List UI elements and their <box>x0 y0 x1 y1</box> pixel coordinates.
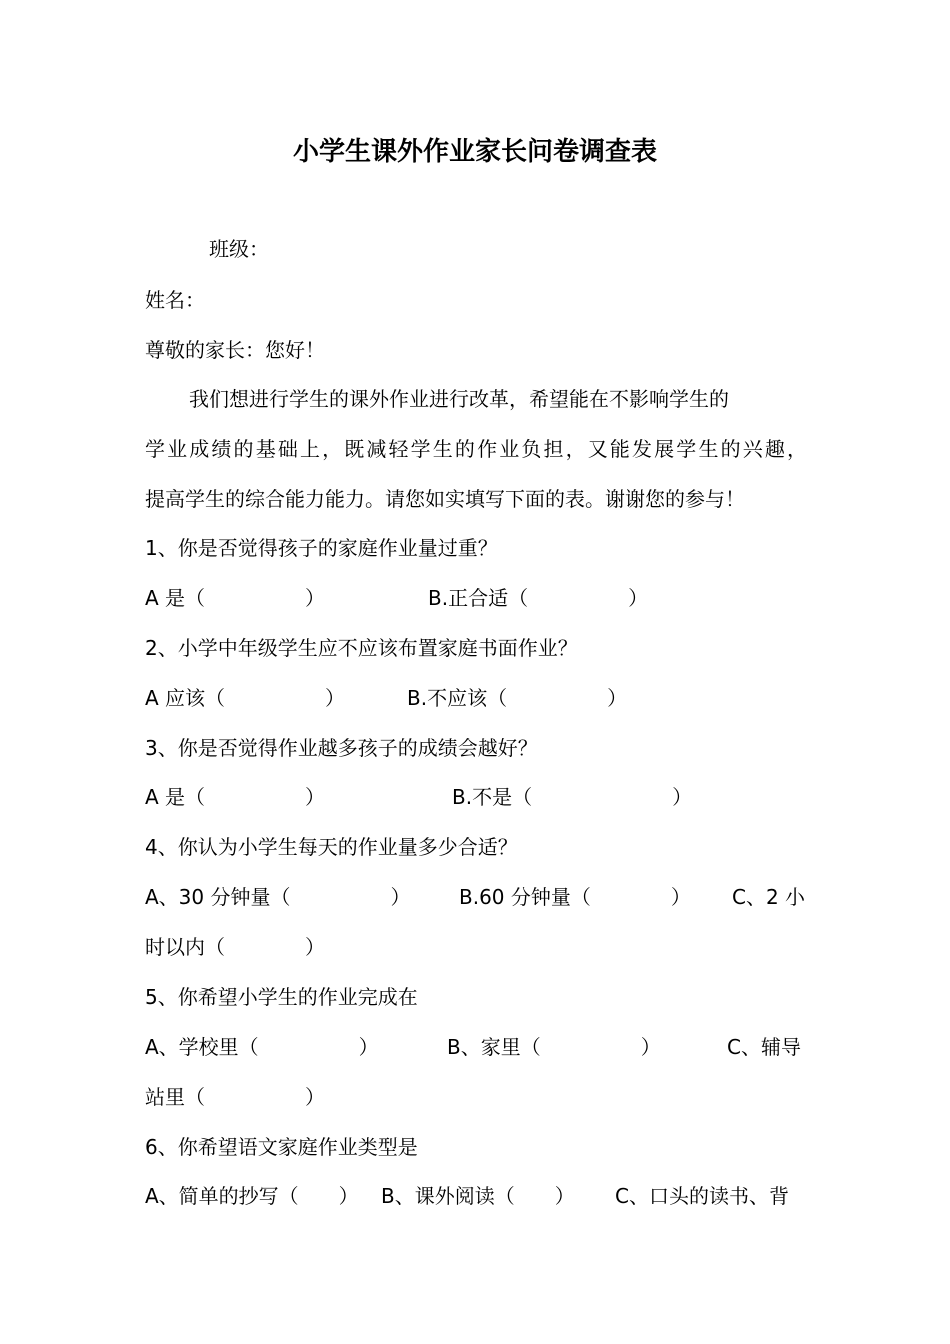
class-label: 班级： <box>209 237 269 261</box>
name-label: 姓名： <box>145 288 205 312</box>
question-2: 2、小学中年级学生应不应该布置家庭书面作业？ <box>145 636 578 660</box>
q5-option-a: A、学校里（ ） <box>145 1035 379 1059</box>
q4-option-b: B.60 分钟量（ ） <box>459 885 691 909</box>
intro-line-3: 提高学生的综合能力能力。请您如实填写下面的表。谢谢您的参与！ <box>145 487 745 511</box>
q4-option-c: C、2 小 <box>732 885 806 909</box>
document-title: 小学生课外作业家长问卷调查表 <box>292 137 657 167</box>
q6-option-c: C、口头的读书、背 <box>615 1184 789 1208</box>
q2-option-a: A 应该（ ） <box>145 686 346 710</box>
q4-option-c-continuation: 时以内（ ） <box>145 935 325 959</box>
q6-option-b: B、课外阅读（ ） <box>381 1184 575 1208</box>
greeting: 尊敬的家长：您好！ <box>145 338 325 362</box>
question-6: 6、你希望语文家庭作业类型是 <box>145 1135 418 1159</box>
q5-option-c-continuation: 站里（ ） <box>145 1085 325 1109</box>
intro-line-1: 我们想进行学生的课外作业进行改革，希望能在不影响学生的 <box>189 387 729 411</box>
question-5: 5、你希望小学生的作业完成在 <box>145 985 418 1009</box>
q5-option-c: C、辅导 <box>727 1035 801 1059</box>
q4-option-a: A、30 分钟量（ ） <box>145 885 411 909</box>
q1-option-b: B.正合适（ ） <box>428 586 649 610</box>
question-3: 3、你是否觉得作业越多孩子的成绩会越好？ <box>145 736 538 760</box>
question-1: 1、你是否觉得孩子的家庭作业量过重？ <box>145 536 498 560</box>
q5-option-b: B、家里（ ） <box>447 1035 661 1059</box>
q3-option-a: A 是（ ） <box>145 785 326 809</box>
question-4: 4、你认为小学生每天的作业量多少合适？ <box>145 835 518 859</box>
q1-option-a: A 是（ ） <box>145 586 326 610</box>
q2-option-b: B.不应该（ ） <box>407 686 628 710</box>
q3-option-b: B.不是（ ） <box>452 785 693 809</box>
intro-line-2: 学业成绩的基础上，既减轻学生的作业负担，又能发展学生的兴趣， <box>145 437 807 461</box>
q6-option-a: A、简单的抄写（ ） <box>145 1184 359 1208</box>
